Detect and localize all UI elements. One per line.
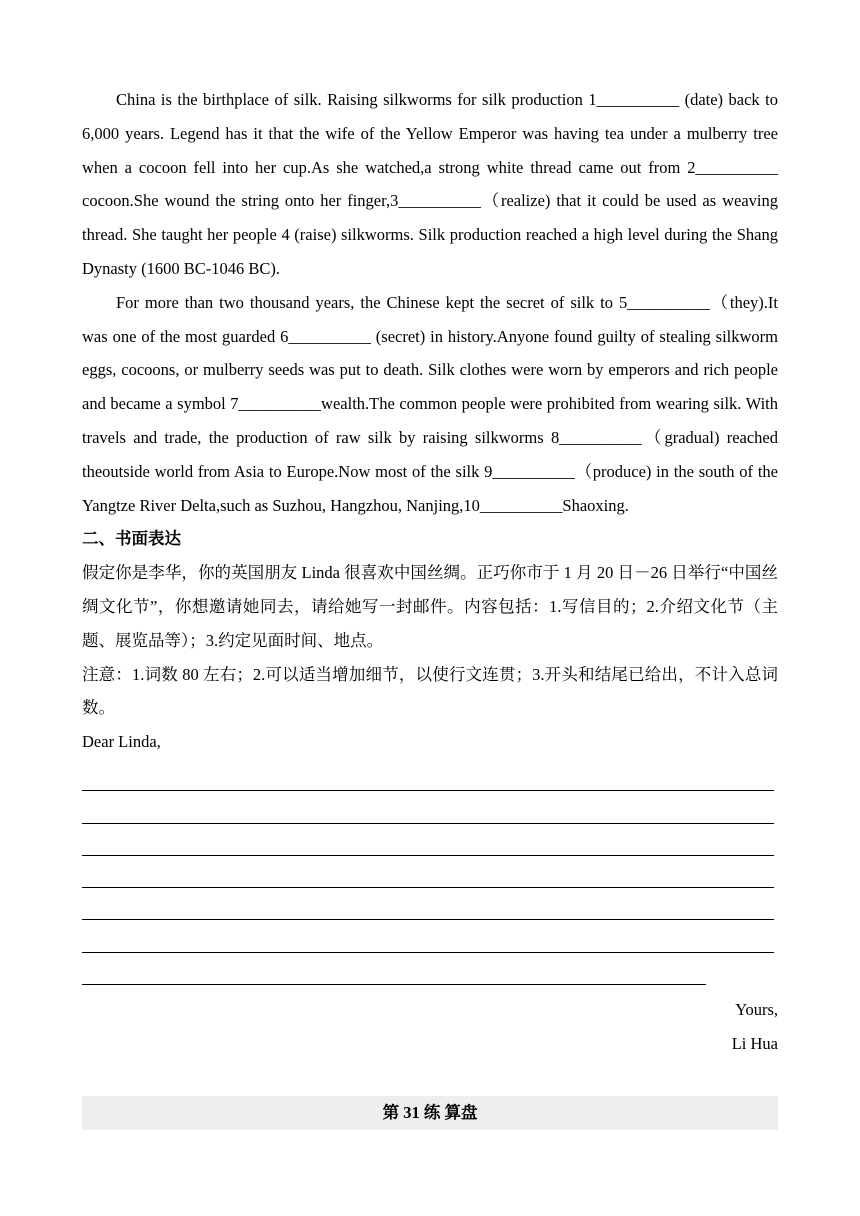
answer-line[interactable] — [82, 759, 778, 791]
answer-line[interactable] — [82, 856, 778, 888]
letter-signature: Li Hua — [731, 1033, 778, 1053]
answer-line[interactable] — [82, 791, 778, 823]
letter-salutation: Dear Linda, — [82, 732, 161, 752]
answer-line[interactable] — [82, 920, 778, 952]
answer-lines[interactable] — [82, 759, 778, 985]
writing-prompt: 假定你是李华，你的英国朋友 Linda 很喜欢中国丝绸。正巧你市于 1 月 20 日－26 日举行“中国丝绸文化节”，你想邀请她同去，请给她写一封邮件。内容包括：1.写信目的；2.介绍文化节（主题、展览品等）；3.约定见面时间、地点。 — [82, 563, 778, 650]
passage-paragraph-2: For more than two thousand years, the Chinese kept the secret of silk to 5__________（they).It was one of the most guarded 6__________ (secret) in history.Anyone found guilty of stealing silkworm eggs, cocoons, or mulberry seeds was put to death. Silk clothes were worn by emperors and rich people and became a symbol 7__________wealth.The common people were prohibited from wearing silk. With travels and trade, the production of raw silk by raising silkworms 8__________（gradual) reached theoutside world from Asia to Europe.Now most of the silk 9__________（produce) in the south of the Yangtze River Delta,such as Suzhou, Hangzhou, Nanjing,10__________Shaoxing. — [82, 292, 778, 515]
letter-closing: Yours, — [735, 1000, 778, 1020]
answer-line[interactable] — [82, 953, 778, 985]
writing-notes: 注意：1.词数 80 左右；2.可以适当增加细节，以使行文连贯；3.开头和结尾已给出，不计入总词数。 — [82, 664, 778, 718]
next-section-banner: 第 31 练 算盘 — [82, 1096, 778, 1130]
document-content — [82, 83, 778, 1061]
answer-line[interactable] — [82, 888, 778, 920]
answer-line[interactable] — [82, 824, 778, 856]
passage-paragraph-1: China is the birthplace of silk. Raising silkworms for silk production 1__________ (date) back to 6,000 years. Legend has it that the wife of the Yellow Emperor was having tea under a mulberry tree when a cocoon fell into her cup.As she watched,a strong white thread came out from 2__________ cocoon.She wound the string onto her finger,3__________（realize) that it could be used as weaving thread. She taught her people 4 (raise) silkworms. Silk production reached a high level during the Shang Dynasty (1600 BC-1046 BC). — [82, 90, 778, 278]
section-heading: 二、书面表达 — [82, 529, 181, 549]
